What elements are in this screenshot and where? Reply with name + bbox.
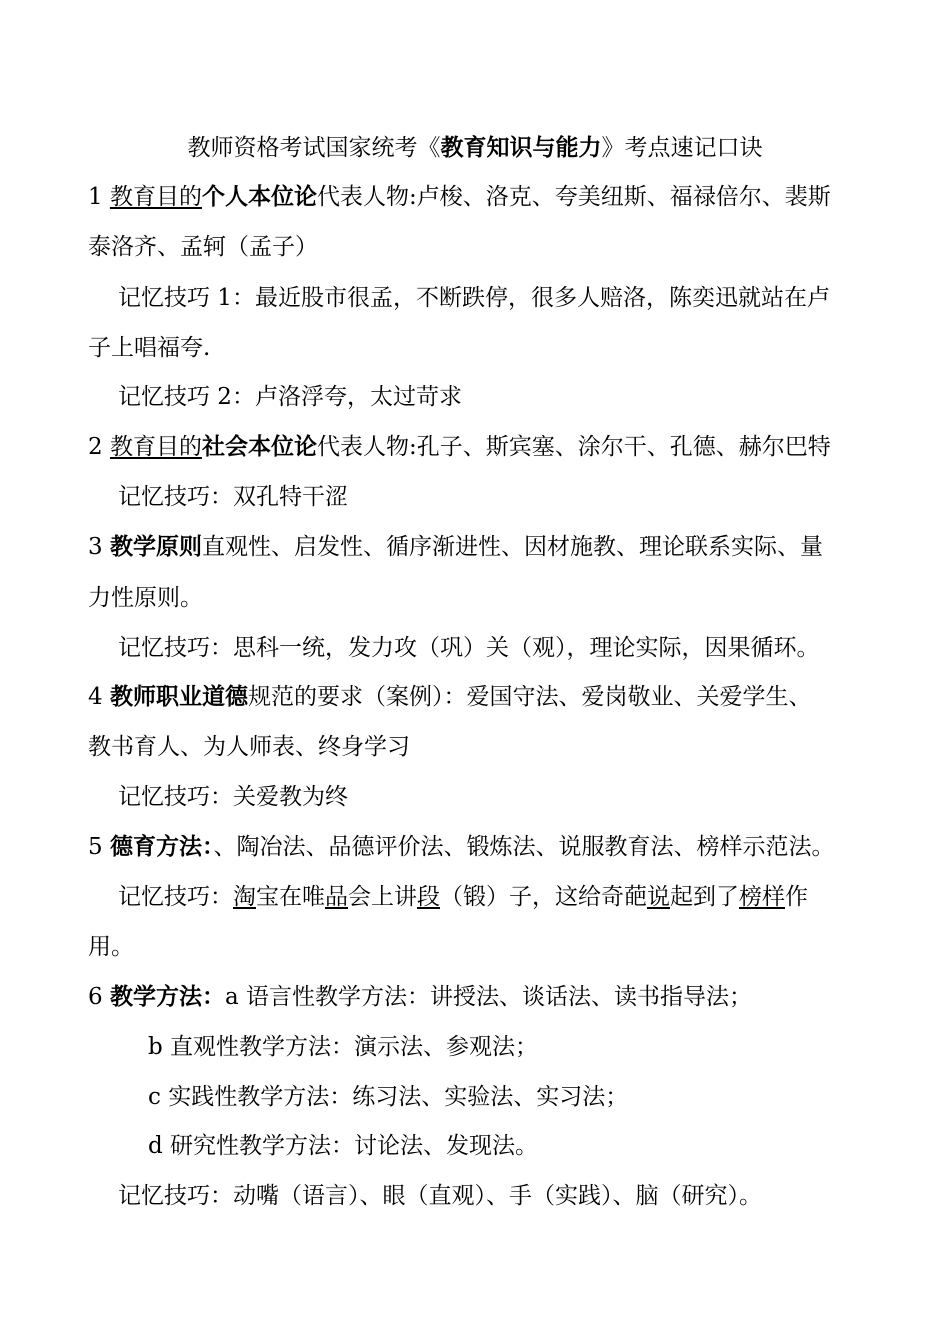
section-6-item-c: c 实践性教学方法：练习法、实验法、实习法； bbox=[148, 1084, 629, 1110]
section-6-mnemonic: 记忆技巧：动嘴（语言）、眼（直观）、手（实践）、脑（研究）。 bbox=[118, 1183, 762, 1209]
bold-term: 教学原则 bbox=[109, 533, 202, 560]
section-number: 4 bbox=[88, 684, 103, 710]
section-6-item-d: d 研究性教学方法：讨论法、发现法。 bbox=[148, 1133, 539, 1159]
section-1-line-2: 泰洛齐、孟轲（孟子） bbox=[88, 234, 318, 260]
section-4-mnemonic: 记忆技巧：关爱教为终 bbox=[118, 784, 348, 810]
bold-term: 教学方法： bbox=[109, 983, 225, 1010]
section-3-line-1 bbox=[88, 532, 870, 562]
section-3-mnemonic: 记忆技巧：思科一统，发力攻（巩）关（观），理论实际，因果循环。 bbox=[118, 635, 820, 661]
body-text: 直观性、启发性、循序渐进性、因材施教、理论联系实际、量 bbox=[201, 534, 823, 560]
underlined-char: 品 bbox=[325, 884, 348, 910]
underlined-char: 段 bbox=[417, 884, 440, 910]
body-text: 代表人物:孔子、斯宾塞、涂尔干、孔德、赫尔巴特 bbox=[316, 434, 831, 460]
bold-term: 社会本位论 bbox=[201, 433, 317, 460]
section-6-item-b: b 直观性教学方法：演示法、参观法； bbox=[148, 1034, 539, 1060]
section-3-line-2: 力性原则。 bbox=[88, 585, 203, 611]
section-number: 6 bbox=[88, 984, 103, 1010]
section-4-line-2: 教书育人、为人师表、终身学习 bbox=[88, 734, 410, 760]
section-4-line-1 bbox=[88, 682, 870, 712]
underlined-char: 榜样 bbox=[739, 884, 785, 910]
section-2-mnemonic: 记忆技巧：双孔特干涩 bbox=[118, 484, 348, 510]
title-part: 》考点速记口诀 bbox=[601, 135, 763, 161]
section-number: 1 bbox=[88, 184, 103, 210]
underlined-char: 说 bbox=[647, 884, 670, 910]
bold-term: 德育方法： bbox=[109, 833, 214, 860]
bold-term: 教师职业道德 bbox=[109, 683, 248, 710]
body-text: 、陶冶法、品德评价法、锻炼法、说服教育法、榜样示范法。 bbox=[213, 834, 835, 860]
underlined-term: 教育目的 bbox=[109, 184, 202, 210]
body-text: 代表人物:卢梭、洛克、夸美纽斯、福禄倍尔、裴斯 bbox=[316, 184, 831, 210]
section-1-mnemonic-2: 记忆技巧 2：卢洛浮夸，太过苛求 bbox=[118, 384, 462, 410]
bold-term: 个人本位论 bbox=[201, 183, 317, 210]
section-number: 5 bbox=[88, 834, 103, 860]
section-2-line-1 bbox=[88, 432, 870, 462]
section-6-line-1 bbox=[88, 982, 870, 1012]
title-part: 教师资格考试国家统考《 bbox=[187, 135, 441, 161]
underlined-term: 教育目的 bbox=[109, 434, 202, 460]
body-text: a 语言性教学方法：讲授法、谈话法、读书指导法； bbox=[224, 984, 752, 1010]
section-1-mnemonic-1-cont: 子上唱福夸. bbox=[88, 335, 211, 361]
section-5-mnemonic: 记忆技巧：淘宝在唯品会上讲段（锻）子，这给奇葩说起到了榜样作 bbox=[118, 884, 808, 910]
body-text: 规范的要求（案例）：爱国守法、爱岗敬业、关爱学生、 bbox=[247, 684, 812, 710]
section-number: 3 bbox=[88, 534, 103, 560]
section-1-mnemonic-1: 记忆技巧 1：最近股市很孟，不断跌停，很多人赔洛，陈奕迅就站在卢 bbox=[118, 285, 830, 311]
section-5-mnemonic-cont: 用。 bbox=[88, 934, 134, 960]
title-bold: 教育知识与能力 bbox=[440, 134, 602, 161]
section-1-line-1 bbox=[88, 182, 870, 212]
section-5-line-1 bbox=[88, 832, 870, 862]
document-title bbox=[0, 133, 950, 163]
section-number: 2 bbox=[88, 434, 103, 460]
underlined-char: 淘 bbox=[233, 884, 256, 910]
